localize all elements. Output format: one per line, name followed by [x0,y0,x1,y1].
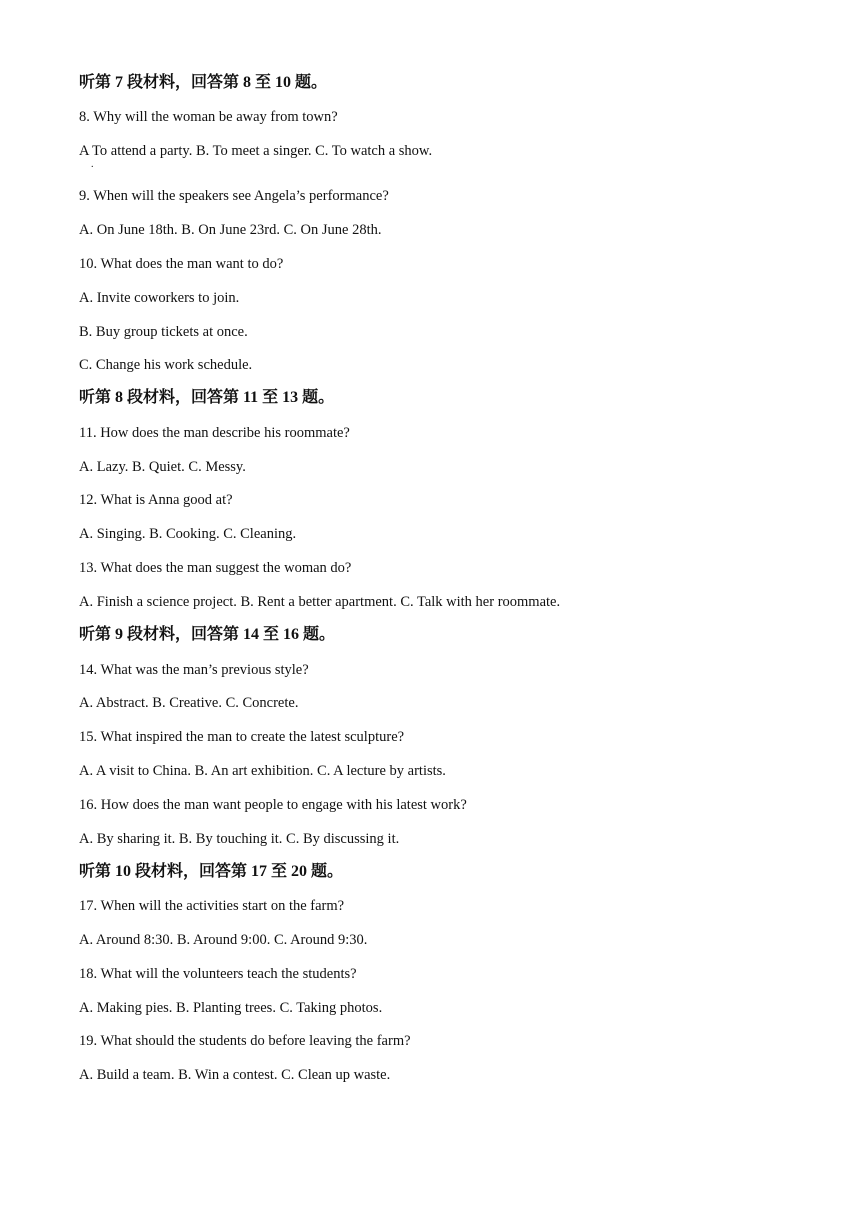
options-12: A. Singing. B. Cooking. C. Cleaning. [79,526,297,542]
options-9: A. On June 18th. B. On June 23rd. C. On June 28th. [79,222,382,238]
options-19: A. Build a team. B. Win a contest. C. Clean up waste. [79,1067,391,1083]
options-13: A. Finish a science project. B. Rent a better apartment. C. Talk with her roommate. [79,594,561,610]
options-14: A. Abstract. B. Creative. C. Concrete. [79,695,299,711]
section-heading-9: 听第 9 段材料，回答第 14 至 16 题。 [79,626,336,643]
question-8: 8. Why will the woman be away from town? [79,109,338,125]
option-10-b: B. Buy group tickets at once. [79,324,248,340]
section-heading-8: 听第 8 段材料，回答第 11 至 13 题。 [79,389,335,406]
section-heading-10: 听第 10 段材料，回答第 17 至 20 题。 [79,863,344,880]
question-10: 10. What does the man want to do? [79,256,284,272]
question-16: 16. How does the man want people to engage with his latest work? [79,797,467,813]
question-12: 12. What is Anna good at? [79,492,233,508]
options-11: A. Lazy. B. Quiet. C. Messy. [79,459,246,475]
option-10-c: C. Change his work schedule. [79,357,253,373]
options-17: A. Around 8:30. B. Around 9:00. C. Around 9:30. [79,932,368,948]
question-17: 17. When will the activities start on the farm? [79,898,345,914]
question-11: 11. How does the man describe his roommate? [79,425,350,441]
options-8: A To attend a party. B. To meet a singer. C. To watch a show. [79,143,433,159]
question-15: 15. What inspired the man to create the latest sculpture? [79,729,405,745]
question-18: 18. What will the volunteers teach the students? [79,966,357,982]
section-heading-7: 听第 7 段材料，回答第 8 至 10 题。 [79,74,328,91]
option-10-a: A. Invite coworkers to join. [79,290,240,306]
stray-dot-mark: . [91,159,94,170]
options-18: A. Making pies. B. Planting trees. C. Taking photos. [79,1000,383,1016]
question-14: 14. What was the man’s previous style? [79,662,309,678]
options-16: A. By sharing it. B. By touching it. C. By discussing it. [79,831,400,847]
options-15: A. A visit to China. B. An art exhibition. C. A lecture by artists. [79,763,446,779]
question-9: 9. When will the speakers see Angela’s performance? [79,188,389,204]
question-19: 19. What should the students do before leaving the farm? [79,1033,411,1049]
question-13: 13. What does the man suggest the woman do? [79,560,352,576]
